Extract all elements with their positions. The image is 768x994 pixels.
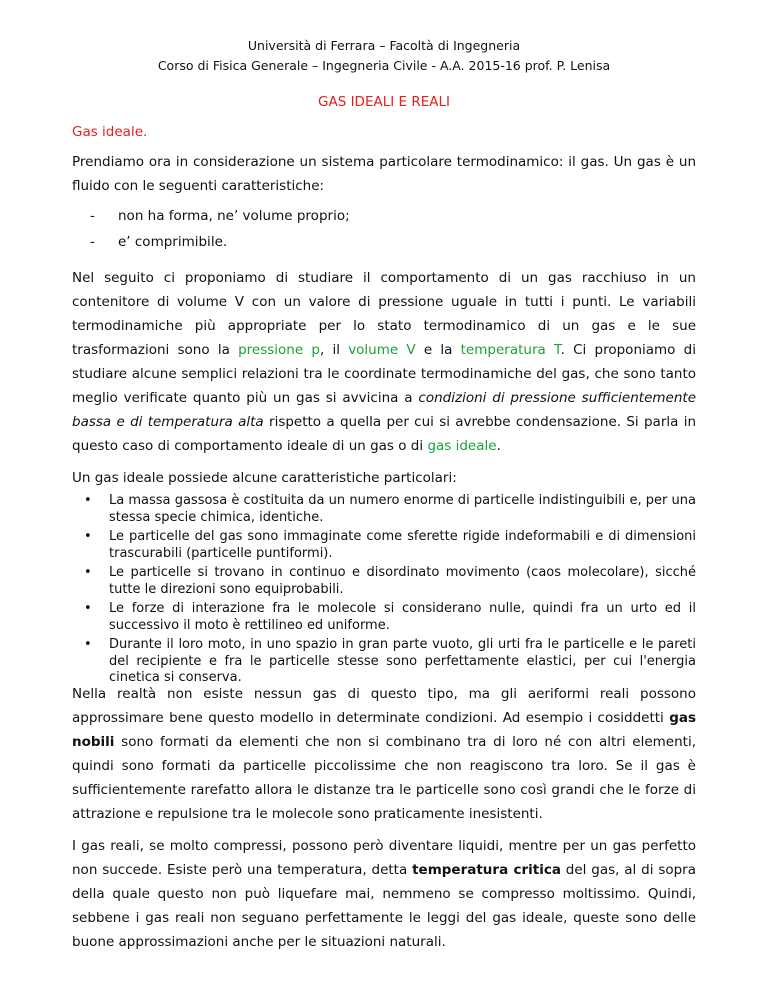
list-item-text: Le particelle del gas sono immaginate come sferette rigide indeformabili e di dimensioni trascurabili (particelle puntiformi).	[109, 529, 696, 561]
list-item-text: La massa gassosa è costituita da un numero enorme di particelle indistinguibili e, per una stessa specie chimica, identiche.	[109, 493, 696, 525]
list-item	[72, 493, 696, 526]
text-run: . Ci proponiamo di studiare alcune semplici relazioni tra le coordinate termodinamiche del gas, che sono tanto meglio verificate quanto più un gas si avvicina a	[72, 342, 696, 406]
dash-item-text: non ha forma, ne’ volume proprio;	[118, 208, 350, 224]
text-run: sono formati da elementi che non si combinano tra di loro né con altri elementi, quindi sono formati da particelle piccolissime che non reagiscono tra loro. Se il gas è sufficientemente rarefatto allora le distanze tra le particelle sono così grandi che le forze di attrazione e repulsione tra le molecole sono praticamente inesistenti.	[72, 734, 696, 822]
list-item	[72, 529, 696, 562]
text-run: Nella realtà non esiste nessun gas di questo tipo, ma gli aeriformi reali possono approssimare bene questo modello in determinate condizioni. Ad esempio i cosiddetti	[72, 686, 696, 726]
paragraph-real-gases	[72, 834, 696, 954]
bullet-marker: •	[84, 493, 92, 508]
text-run: I gas reali, se molto compressi, possono però diventare liquidi, mentre per un gas perfetto non succede. Esiste però una temperatura, detta	[72, 838, 696, 878]
italic-conditions: condizioni di pressione sufficientemente bassa e di temperatura alta	[72, 390, 696, 430]
text-run: e la	[415, 342, 461, 358]
section-title: Gas ideale.	[72, 124, 148, 140]
dash-item-text: e’ comprimibile.	[118, 234, 228, 250]
text-run: .	[496, 438, 501, 454]
dash-marker: -	[90, 234, 95, 250]
header-course: Corso di Fisica Generale – Ingegneria Civile - A.A. 2015-16 prof. P. Lenisa	[157, 58, 611, 73]
list-item	[72, 601, 696, 634]
paragraph-variables	[72, 266, 696, 458]
bold-noble-gases: gas nobili	[72, 710, 696, 750]
paragraph-intro: Prendiamo ora in considerazione un sistema particolare termodinamico: il gas. Un gas è un fluido con le seguenti caratteristiche:	[72, 154, 696, 194]
dash-item	[90, 208, 350, 224]
bold-critical-temperature: temperatura critica	[412, 862, 561, 878]
bullet-marker: •	[84, 565, 92, 580]
characteristics-list	[72, 493, 696, 690]
header-university: Università di Ferrara – Facoltà di Ingegneria	[247, 38, 521, 53]
bullet-marker: •	[84, 529, 92, 544]
bullet-marker: •	[84, 601, 92, 616]
text-run: del gas, al di sopra della quale questo non può liquefare mai, nemmeno se compresso moltissimo. Quindi, sebbene i gas reali non seguano perfettamente le leggi del gas ideale, queste sono delle buone approssimazioni anche per le situazioni naturali.	[72, 862, 697, 950]
list-item-text: Le forze di interazione fra le molecole si considerano nulle, quindi fra un urto ed il successivo il moto è rettilineo ed uniforme.	[109, 601, 696, 633]
list-item	[72, 637, 696, 687]
text-run: rispetto a quella per cui si avrebbe condensazione. Si parla in questo caso di comportamento ideale di un gas o di	[72, 414, 696, 454]
document-title: GAS IDEALI E REALI	[318, 94, 450, 110]
bullet-marker: •	[84, 637, 92, 652]
list-item-text: Le particelle si trovano in continuo e disordinato movimento (caos molecolare), sicché tutte le direzioni sono equiprobabili.	[109, 565, 696, 597]
term-pressure: pressione p	[238, 342, 320, 358]
text-run: , il	[319, 342, 349, 358]
term-temperature: temperatura T	[460, 342, 561, 358]
dash-item	[90, 234, 227, 250]
list-item	[72, 565, 696, 598]
term-volume: volume V	[348, 342, 416, 358]
paragraph-characteristics-intro: Un gas ideale possiede alcune caratteristiche particolari:	[72, 470, 457, 486]
term-ideal-gas: gas ideale	[427, 438, 497, 454]
dash-marker: -	[90, 208, 95, 224]
list-item-text: Durante il loro moto, in uno spazio in gran parte vuoto, gli urti fra le particelle e le pareti del recipiente e fra le particelle stesse sono perfettamente elastici, per cui l'energia cinetica si conserva.	[109, 637, 696, 685]
text-run: Nel seguito ci proponiamo di studiare il comportamento di un gas racchiuso in un contenitore di volume V con un valore di pressione uguale in tutti i punti. Le variabili termodinamiche più appropriate per lo stato termodinamico di un gas e le sue trasformazioni sono la	[72, 270, 696, 358]
paragraph-noble-gases	[72, 682, 696, 826]
